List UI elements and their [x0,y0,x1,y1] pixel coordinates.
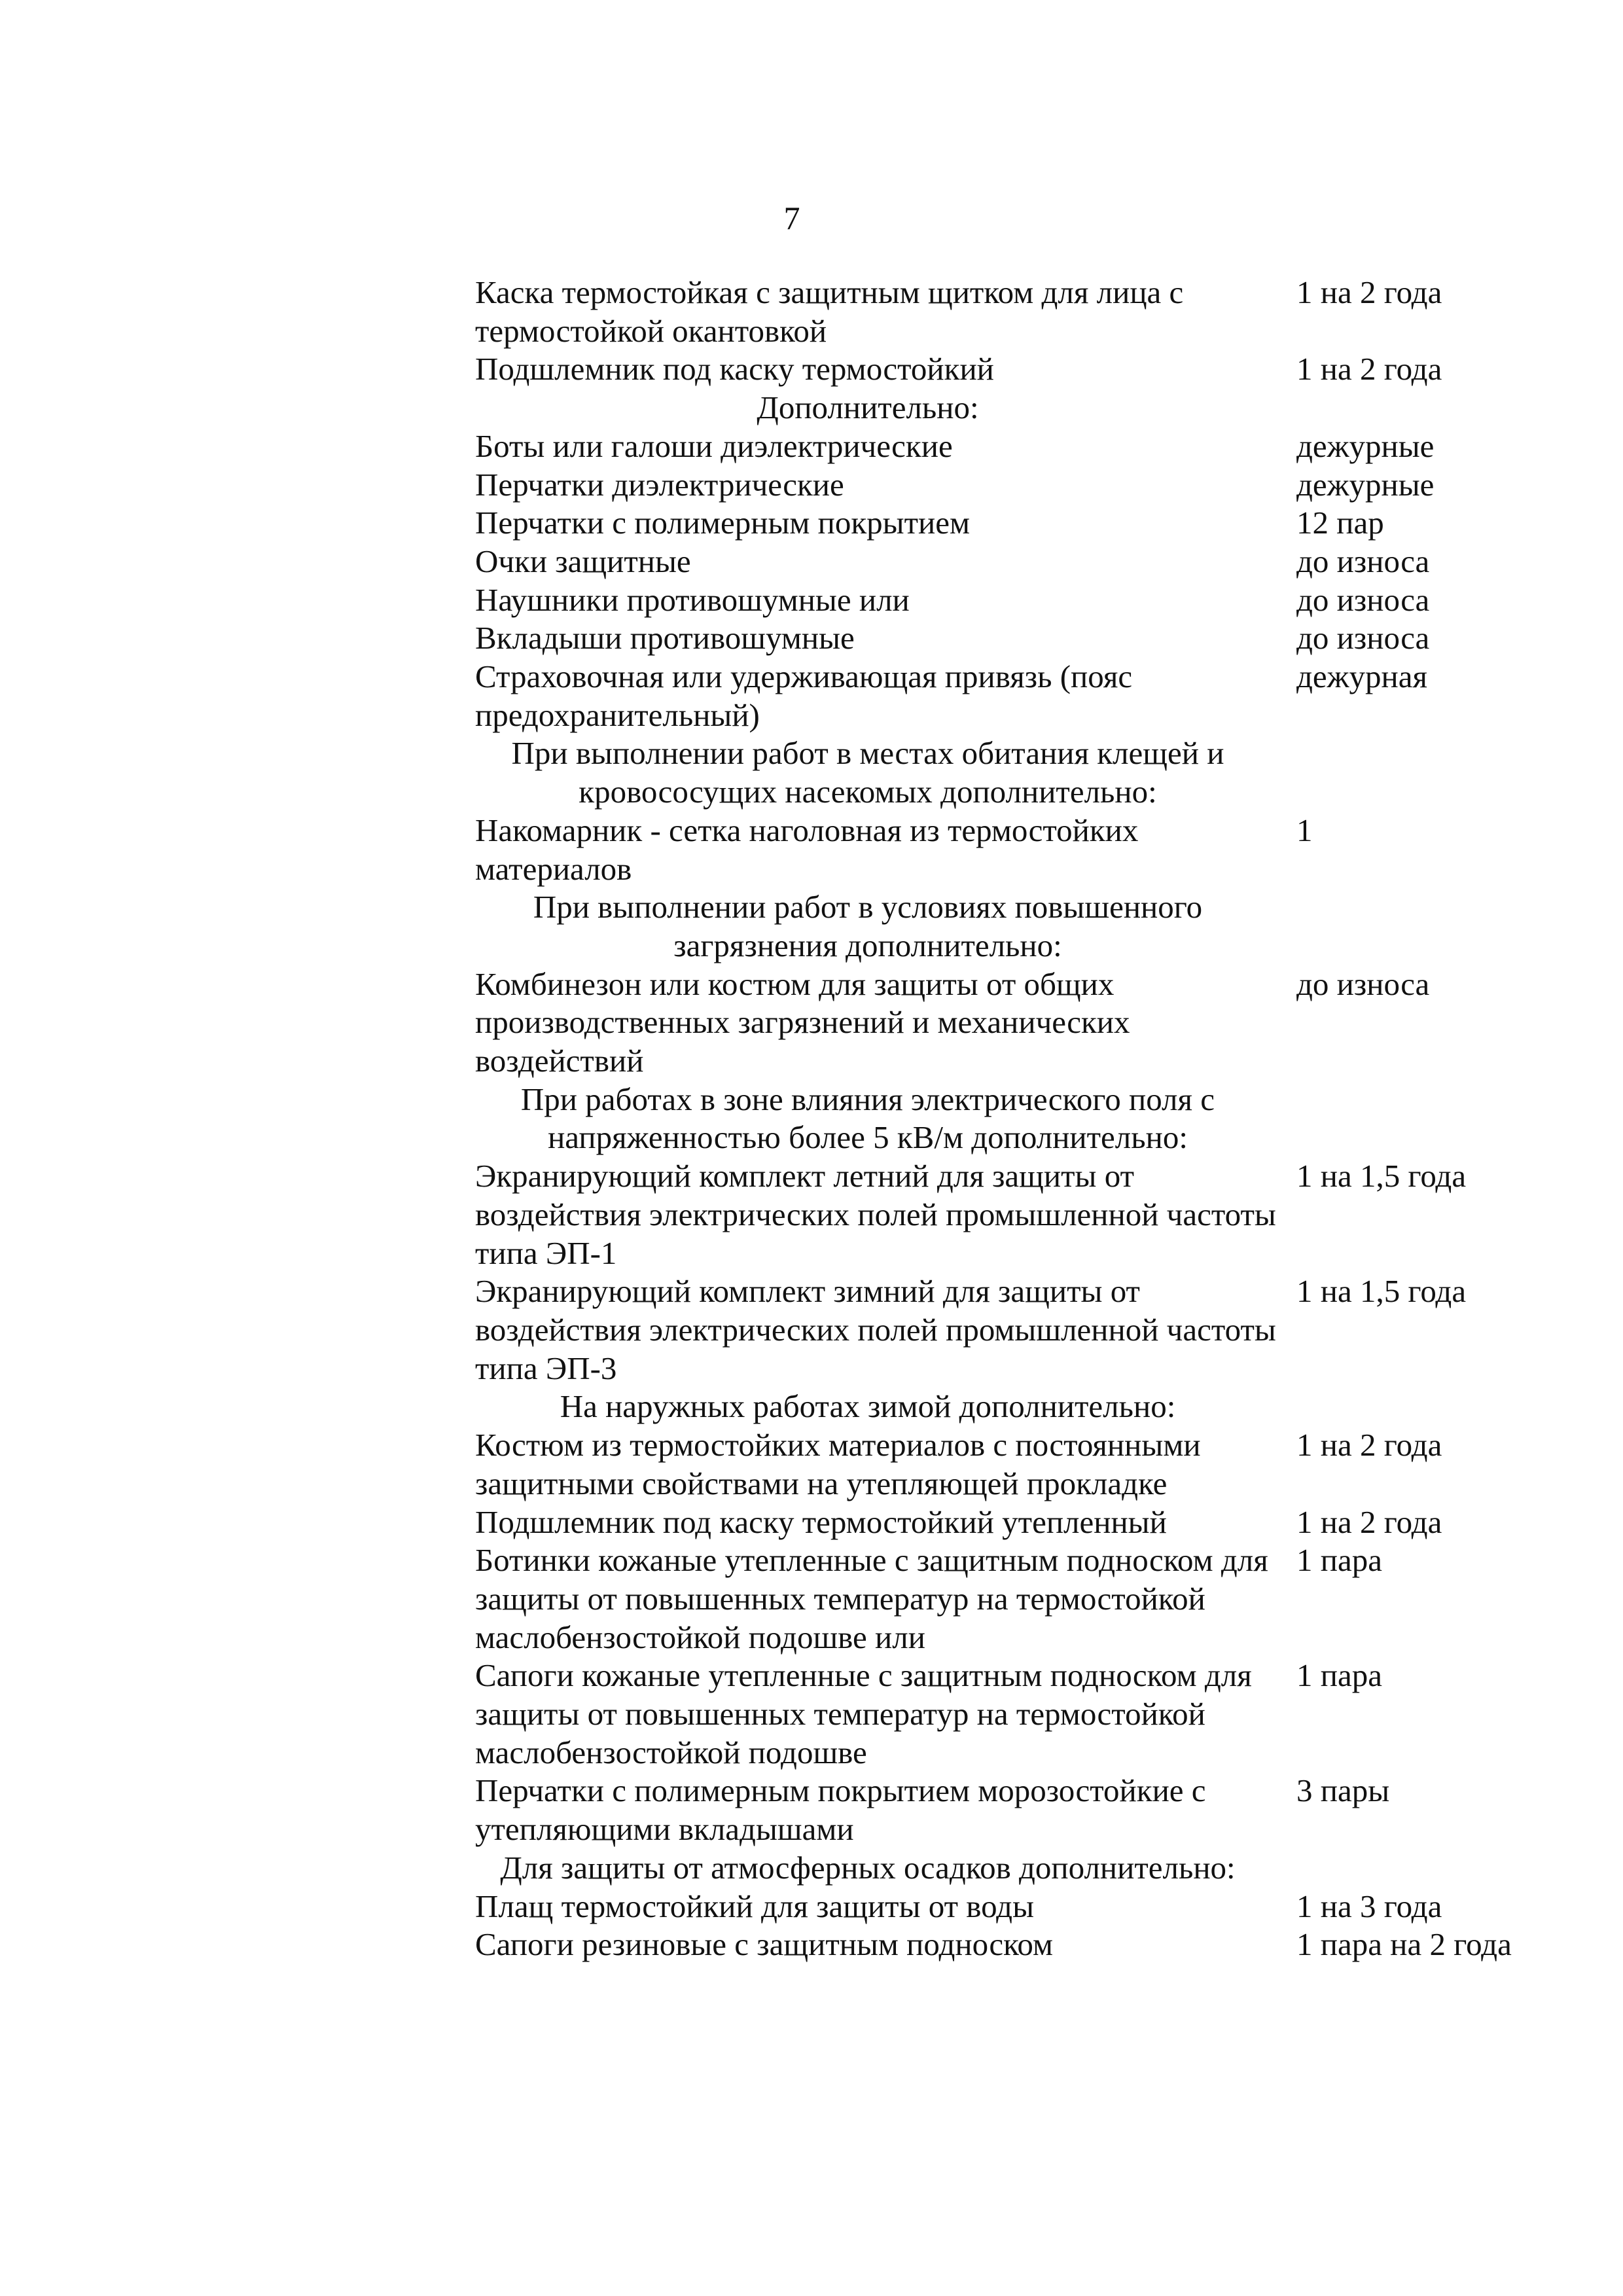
list-item [475,581,1522,620]
item-norm: до износа [1296,581,1430,618]
item-norm: 1 пара на 2 года [1296,1926,1512,1963]
section-heading: Дополнительно: [757,389,979,426]
item-name: Перчатки с полимерным покрытием морозостойкие с утепляющими вкладышами [475,1772,1206,1848]
item-norm: 12 пар [1296,505,1384,541]
item-name: Вкладыши противошумные [475,620,855,656]
item-name: Комбинезон или костюм для защиты от общих производственных загрязнений и механических воздействий [475,965,1130,1079]
section-heading: При работах в зоне влияния электрического поля с напряженностью более 5 кВ/м дополнительно: [520,1081,1215,1156]
list-item [475,350,1522,389]
item-name: Подшлемник под каску термостойкий утепленный [475,1503,1167,1540]
item-norm: дежурная [1296,658,1428,695]
list-item [475,466,1522,505]
item-norm: дежурные [1296,427,1435,464]
list-item [475,1426,1522,1503]
item-name: Подшлемник под каску термостойкий [475,351,994,387]
list-item [475,619,1522,658]
item-norm: 1 на 2 года [1296,1503,1442,1540]
list-item [475,1157,1522,1272]
item-name: Ботинки кожаные утепленные с защитным подноском для защиты от повышенных температур на термостойкой маслобензостойкой подошве или [475,1542,1268,1655]
section-heading: При выполнении работ в местах обитания клещей и кровососущих насекомых дополнительно: [511,735,1224,810]
list-item [475,812,1522,888]
list-item [475,658,1522,734]
list-item [475,965,1522,1081]
page-number: 7 [783,200,800,236]
item-norm: 1 на 2 года [1296,351,1442,387]
item-norm: 1 на 1,5 года [1296,1273,1467,1310]
item-name: Сапоги кожаные утепленные с защитным подноском для защиты от повышенных температур на термостойкой маслобензостойкой подошве [475,1657,1252,1770]
item-name: Накомарник - сетка наголовная из термостойких материалов [475,812,1139,887]
item-name: Перчатки с полимерным покрытием [475,505,970,541]
item-norm: 1 на 2 года [1296,1427,1442,1463]
item-name: Плащ термостойкий для защиты от воды [475,1888,1035,1924]
item-name: Каска термостойкая с защитным щитком для лица с термостойкой окантовкой [475,274,1184,349]
item-name: Боты или галоши диэлектрические [475,427,953,464]
list-item [475,504,1522,543]
item-name: Очки защитные [475,543,691,579]
list-item [475,1888,1522,1926]
item-norm: дежурные [1296,466,1435,503]
list-item [475,427,1522,466]
item-norm: 1 на 2 года [1296,274,1442,310]
item-name: Экранирующий комплект зимний для защиты от воздействия электрических полей промышленной частоты типа ЭП-3 [475,1273,1276,1386]
list-item [475,1272,1522,1388]
item-name: Перчатки диэлектрические [475,466,844,503]
item-name: Костюм из термостойких материалов с постоянными защитными свойствами на утепляющей прокладке [475,1427,1201,1501]
item-norm: 1 пара [1296,1542,1382,1579]
list-item [475,1503,1522,1542]
item-norm: до износа [1296,620,1430,656]
list-item [475,1541,1522,1657]
list-item [475,274,1522,350]
item-name: Наушники противошумные или [475,581,910,618]
list-item [475,1772,1522,1848]
list-item [475,543,1522,581]
item-name: Сапоги резиновые с защитным подноском [475,1926,1053,1963]
list-item [475,1657,1522,1772]
item-norm: до износа [1296,543,1430,579]
ppe-norms-list [475,274,1522,1964]
item-norm: до износа [1296,965,1430,1002]
item-norm: 1 на 3 года [1296,1888,1442,1924]
item-name: Страховочная или удерживающая привязь (пояс предохранительный) [475,658,1133,733]
section-heading: При выполнении работ в условиях повышенного загрязнения дополнительно: [533,889,1203,963]
section-heading: На наружных работах зимой дополнительно: [560,1388,1176,1425]
item-norm: 1 [1296,812,1313,848]
item-norm: 1 на 1,5 года [1296,1158,1467,1194]
item-norm: 3 пары [1296,1772,1390,1809]
section-heading: Для защиты от атмосферных осадков дополнительно: [500,1849,1236,1886]
item-norm: 1 пара [1296,1657,1382,1694]
list-item [475,1926,1522,1964]
item-name: Экранирующий комплект летний для защиты от воздействия электрических полей промышленной частоты типа ЭП-1 [475,1158,1276,1271]
